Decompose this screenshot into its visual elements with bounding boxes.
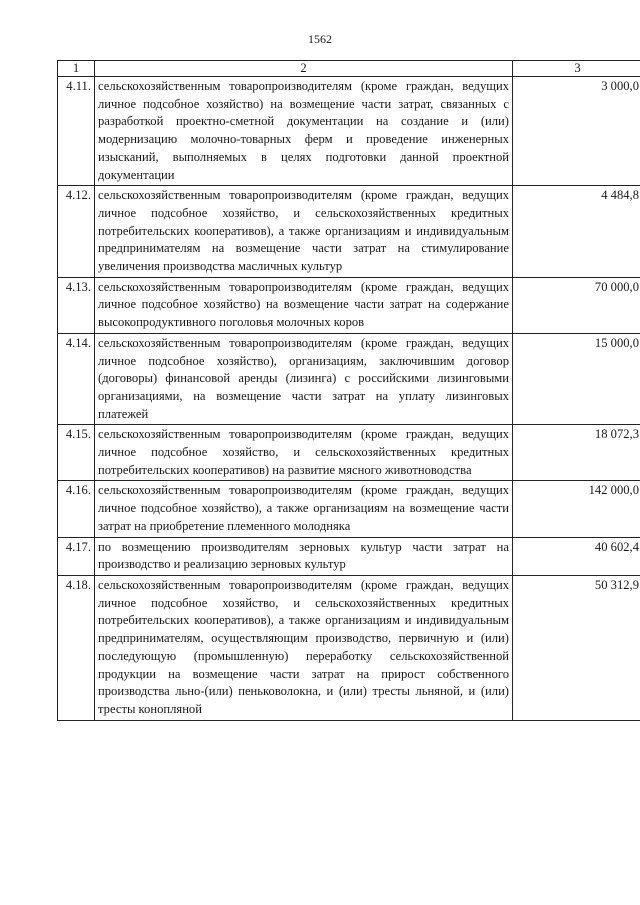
row-description: сельскохозяйственным товаропроизводителям (кроме граждан, ведущих личное подсобное хозяйство, и сельскохозяйственных кредитных потребительских кооперативов), а также организациям и индивидуальным предпринимателям на возмещение части затрат на стимулирование увеличения производства масличных культур xyxy=(95,186,513,278)
column-header-3: 3 xyxy=(513,61,640,77)
row-number: 4.15. xyxy=(58,425,95,481)
row-amount: 15 000,0 xyxy=(513,333,640,425)
row-description: сельскохозяйственным товаропроизводителям (кроме граждан, ведущих личное подсобное хозяйство) на возмещение части затрат на содержание высокопродуктивного поголовья молочных коров xyxy=(95,277,513,333)
table-row xyxy=(58,425,640,481)
row-number: 4.14. xyxy=(58,333,95,425)
row-amount: 3 000,0 xyxy=(513,77,640,186)
budget-table xyxy=(57,60,640,721)
table-row xyxy=(58,186,640,278)
row-number: 4.16. xyxy=(58,481,95,537)
page-number: 1562 xyxy=(308,32,332,46)
table-row xyxy=(58,277,640,333)
row-description: сельскохозяйственным товаропроизводителям (кроме граждан, ведущих личное подсобное хозяйство, и сельскохозяйственных кредитных потребительских кооперативов), а также организациям и индивидуальным предпринимателям, осуществляющим производство, первичную и (или) последующую (промышленную) переработку сельскохозяйственной продукции на возмещение части затрат на прирост собственного производства льно-(или) пеньковолокна, и (или) тресты льняной, и (или) тресты конопляной xyxy=(95,575,513,720)
row-description: сельскохозяйственным товаропроизводителям (кроме граждан, ведущих личное подсобное хозяйство) на возмещение части затрат, связанных с разработкой проектно-сметной документации на создание и (или) модернизацию молочно-товарных ферм и проведение инженерных изысканий, выполняемых в целях подготовки данной проектной документации xyxy=(95,77,513,186)
row-amount: 40 602,4 xyxy=(513,537,640,575)
row-number: 4.13. xyxy=(58,277,95,333)
table-row xyxy=(58,481,640,537)
table-row xyxy=(58,575,640,720)
row-amount: 4 484,8 xyxy=(513,186,640,278)
table-row xyxy=(58,333,640,425)
row-amount: 18 072,3 xyxy=(513,425,640,481)
row-number: 4.17. xyxy=(58,537,95,575)
row-description: сельскохозяйственным товаропроизводителям (кроме граждан, ведущих личное подсобное хозяйство), организациям, заключившим договор (договоры) финансовой аренды (лизинга) с российскими лизинговыми организациями, на возмещение части затрат на уплату лизинговых платежей xyxy=(95,333,513,425)
row-number: 4.12. xyxy=(58,186,95,278)
row-number: 4.18. xyxy=(58,575,95,720)
row-number: 4.11. xyxy=(58,77,95,186)
row-amount: 50 312,9 xyxy=(513,575,640,720)
column-header-1: 1 xyxy=(58,61,95,77)
table-row xyxy=(58,77,640,186)
table-header-row xyxy=(58,61,640,77)
row-description: сельскохозяйственным товаропроизводителям (кроме граждан, ведущих личное подсобное хозяйство), а также организациям на возмещение части затрат на приобретение племенного молодняка xyxy=(95,481,513,537)
row-description: по возмещению производителям зерновых культур части затрат на производство и реализацию зерновых культур xyxy=(95,537,513,575)
row-amount: 70 000,0 xyxy=(513,277,640,333)
row-description: сельскохозяйственным товаропроизводителям (кроме граждан, ведущих личное подсобное хозяйство, и сельскохозяйственных кредитных потребительских кооперативов) на развитие мясного животноводства xyxy=(95,425,513,481)
row-amount: 142 000,0 xyxy=(513,481,640,537)
column-header-2: 2 xyxy=(95,61,513,77)
table-row xyxy=(58,537,640,575)
